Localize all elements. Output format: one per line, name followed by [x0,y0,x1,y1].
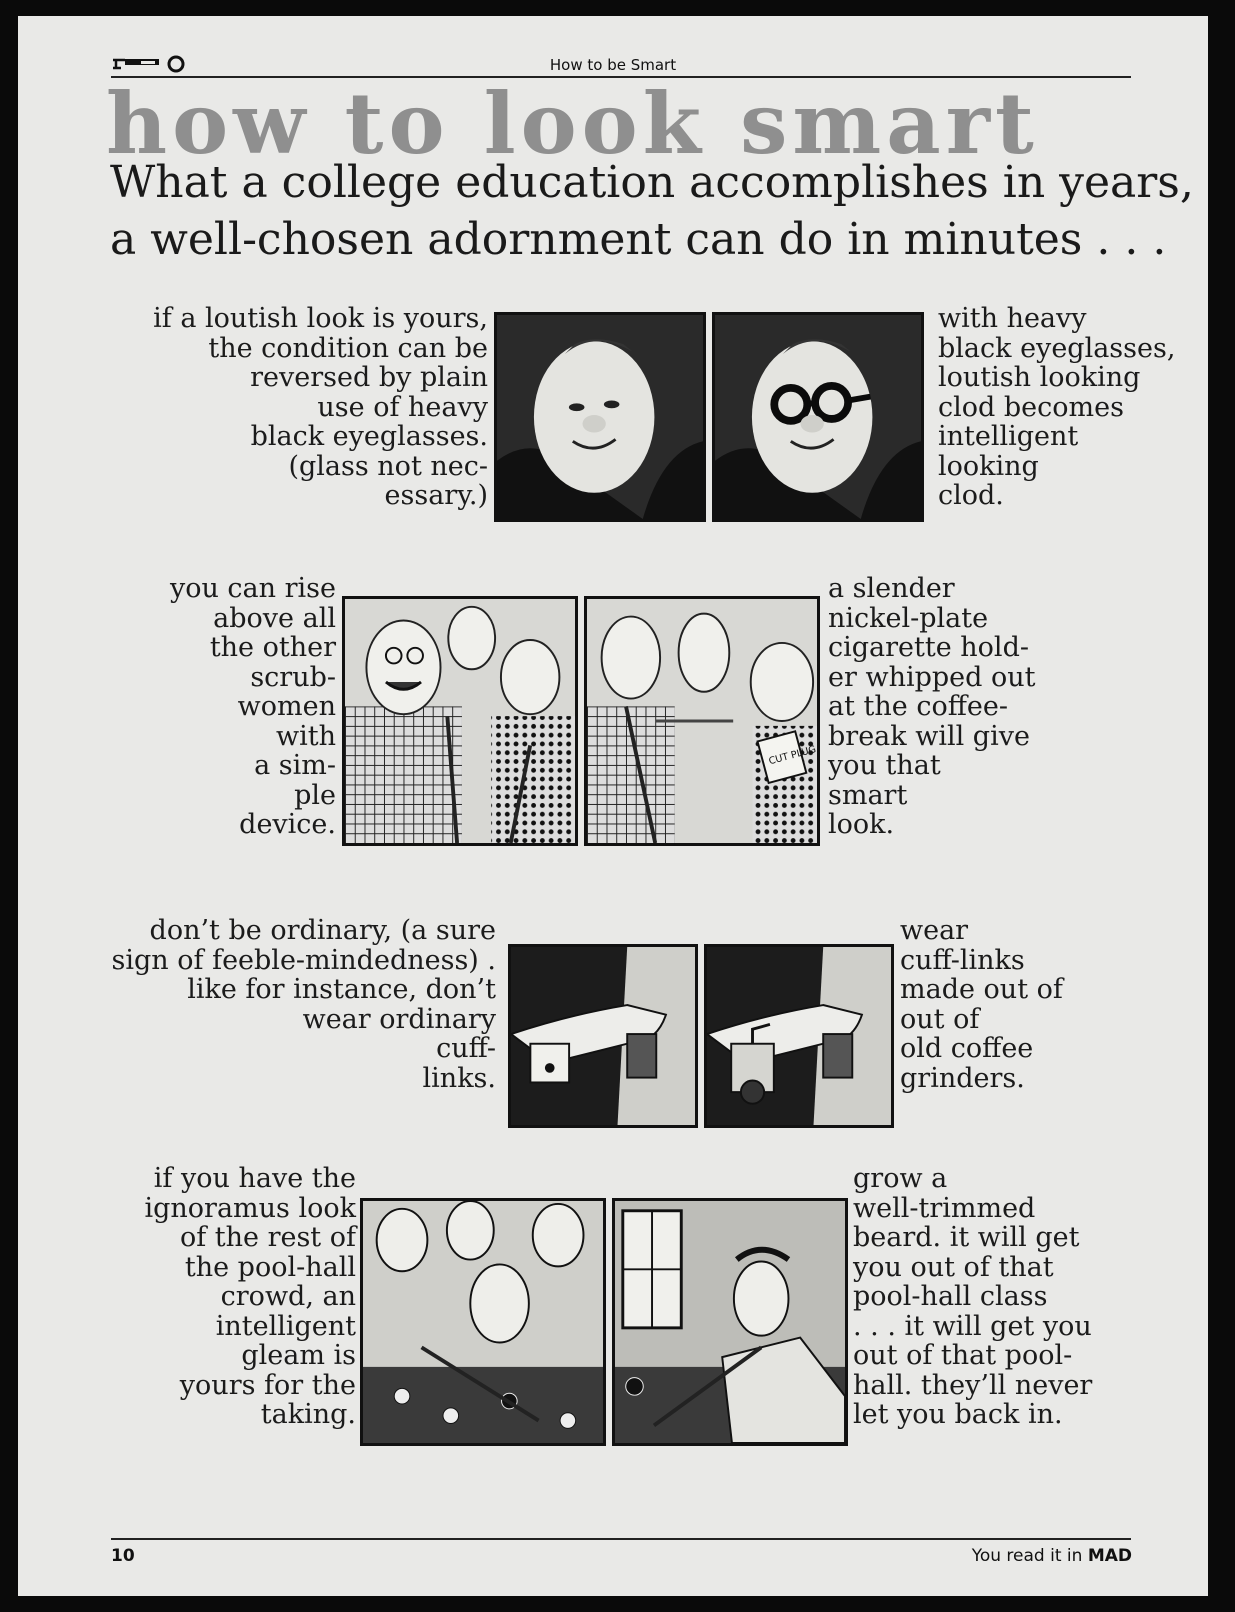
section-3-right-caption [900,916,1170,1093]
caption-line: the condition can be [208,332,488,364]
caption-line: cuff- [436,1033,496,1064]
caption-line: above all [213,602,336,634]
caption-line: clod becomes [938,391,1124,423]
caption-line: like for instance, don’t [187,974,496,1005]
caption-line: made out of [900,974,1063,1005]
section-2-left-caption [98,574,336,840]
caption-line: loutish looking [938,362,1141,393]
caption-line: yours for the [179,1369,356,1401]
section-4-right-caption [853,1164,1153,1430]
caption-line: essary.) [384,480,488,511]
footer-rule [111,1538,1131,1540]
caption-line: beard. it will get [853,1222,1080,1253]
caption-line: you out of that [853,1251,1054,1283]
ordinary-cufflink-illustration [511,947,695,1125]
caption-line: cigarette hold- [828,632,1029,663]
caption-line: wear ordinary [302,1003,496,1035]
loutish-man-illustration [497,315,703,519]
caption-line: women [237,691,336,722]
cut-plug-label: CUT PLUG [767,744,817,768]
caption-line: . . . it will get you [853,1310,1092,1342]
subtitle-line-1: What a college education accomplishes in years, [110,157,1194,208]
section-1-right-caption [938,304,1198,511]
caption-line: cuff-links [900,944,1025,976]
running-header-title: How to be Smart [549,56,677,74]
caption-line: grow a [853,1163,948,1194]
caption-line: don’t be ordinary, (a sure [149,915,496,946]
caption-line: with [276,720,336,752]
caption-line: ple [294,779,336,811]
section-3-left-caption [78,916,496,1093]
panel-cigarette-holder [584,596,820,846]
caption-line: at the coffee- [828,691,1008,722]
tagline-prefix: You read it in [971,1546,1088,1566]
caption-line: black eyeglasses, [938,332,1176,364]
caption-line: a slender [828,573,955,604]
caption-line: clod. [938,480,1004,511]
panel-pool-hall-crowd [360,1198,606,1446]
panel-man-with-eyeglasses [712,312,924,522]
caption-line: looking [938,450,1039,482]
caption-line: black eyeglasses. [250,421,488,452]
panel-bearded-pool-player [612,1198,848,1446]
scrubwomen-illustration [345,599,575,843]
section-4-left-caption [78,1164,356,1430]
footer-tagline [972,1546,1132,1566]
caption-line: hall. they’ll never [853,1369,1093,1401]
magazine-page [18,16,1208,1596]
pool-hall-crowd-illustration [363,1201,603,1443]
caption-line: sign of feeble-mindedness) . [111,944,496,976]
section-2-right-caption [828,574,1088,840]
caption-line: you that [828,750,941,781]
page-title: how to look smart [106,74,1039,173]
caption-line: pool-hall class [853,1281,1048,1312]
cigarette-holder-illustration [587,599,817,843]
caption-line: use of heavy [317,391,488,423]
tagline-brand: MAD [1087,1546,1132,1566]
caption-line: intelligent [215,1310,356,1342]
caption-line: links. [422,1062,496,1094]
caption-line: well-trimmed [853,1192,1036,1224]
caption-line: the other [209,632,336,663]
caption-line: nickel-plate [828,602,989,634]
caption-line: gleam is [241,1340,356,1371]
caption-line: a sim- [254,750,336,781]
section-1-left-caption [98,304,488,511]
caption-line: grinders. [900,1062,1025,1094]
caption-line: intelligent [938,421,1079,452]
page-number: 10 [111,1546,135,1566]
panel-ordinary-cufflinks [508,944,698,1128]
coffee-grinder-cufflink-illustration [707,947,891,1125]
caption-line: taking. [260,1399,356,1430]
eyeglasses-man-illustration [715,315,921,519]
caption-line: crowd, an [220,1281,356,1312]
panel-loutish-man [494,312,706,522]
caption-line: of the rest of [179,1222,356,1253]
panel-scrubwomen [342,596,578,846]
caption-line: old coffee [900,1033,1034,1064]
caption-line: ignoramus look [144,1192,356,1224]
caption-line: let you back in. [853,1399,1063,1430]
panel-coffee-grinder-cufflinks [704,944,894,1128]
caption-line: out of [900,1003,980,1035]
caption-line: smart [828,779,908,811]
caption-line: out of that pool- [853,1340,1073,1371]
caption-line: device. [239,809,336,840]
caption-line: if you have the [153,1163,356,1194]
caption-line: (glass not nec- [288,450,488,482]
caption-line: if a loutish look is yours, [153,303,488,334]
caption-line: with heavy [938,303,1087,334]
bearded-pool-player-illustration [615,1201,845,1443]
caption-line: reversed by plain [250,362,488,393]
caption-line: scrub- [250,661,336,693]
caption-line: look. [828,809,895,840]
caption-line: you can rise [169,573,336,604]
caption-line: wear [900,915,969,946]
caption-line: the pool-hall [184,1251,356,1283]
subtitle-line-2: a well-chosen adornment can do in minutes . . . [110,214,1167,265]
caption-line: break will give [828,720,1030,752]
caption-line: er whipped out [828,661,1036,693]
subtitle [110,154,1194,268]
